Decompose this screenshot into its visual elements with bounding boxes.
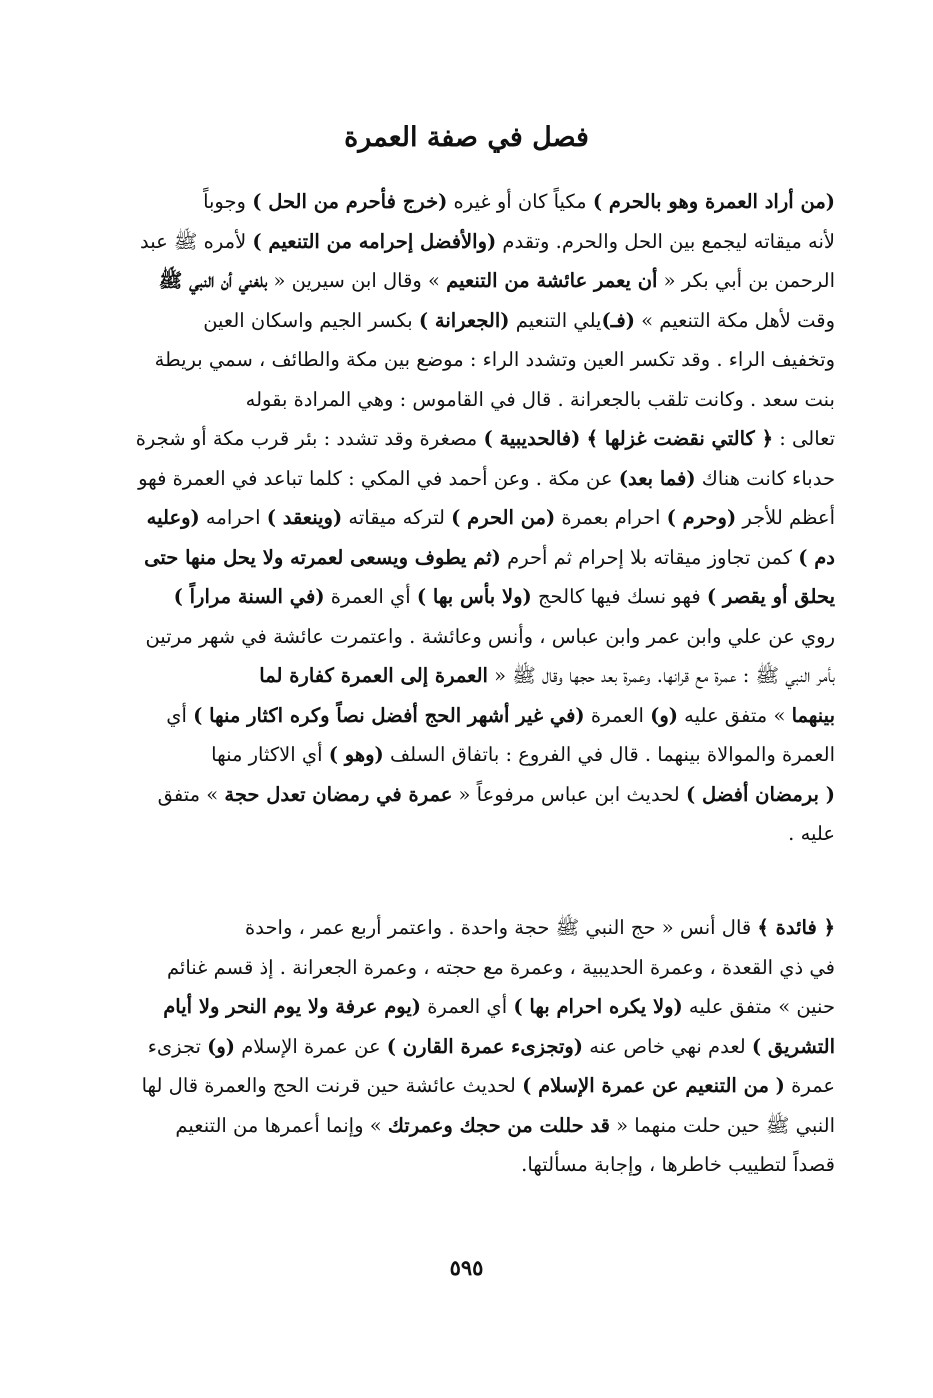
bold-segment: ﴿ فائدة ﴾ (757, 916, 835, 939)
bold-segment: بينهما (791, 703, 835, 727)
bold-segment: (وينعقد ) (266, 506, 343, 529)
bold-segment: (ولا بأس بها ) (416, 585, 532, 608)
bold-segment: ﴿ كالتي نقضت غزلها ﴾ (586, 427, 774, 450)
bold-segment: (فما بعد) (618, 466, 696, 490)
bold-segment: بلغني أن النبي ﷺ (158, 269, 268, 292)
text-line (100, 301, 835, 341)
bold-segment: يحلق أو يقصر ) (706, 585, 835, 608)
text-segment: أي العمرة (421, 995, 514, 1018)
text-line (100, 696, 835, 736)
text-segment: النبي ﷺ حين حلت منهما « (609, 1113, 835, 1137)
bold-segment: عمرة في رمضان تعدل حجة (224, 782, 453, 806)
text-segment: احرامه (199, 506, 267, 529)
bold-segment: (وهو ) (328, 743, 384, 766)
text-line (100, 735, 835, 775)
bold-segment: (وحرم ) (666, 506, 737, 529)
bold-segment: دم ) (798, 545, 835, 569)
bold-segment: (في غير أشهر الحج أفضل نصاً وكره اكثار منها ) (193, 703, 585, 727)
paragraph-main (100, 182, 835, 854)
text-segment: وجوباً (203, 190, 253, 213)
text-segment: أي العمرة (324, 585, 417, 608)
text-line (100, 380, 835, 420)
text-segment: مكياً كان أو غيره (447, 190, 593, 213)
text-line (100, 987, 835, 1027)
text-segment: عمرة (784, 1074, 835, 1097)
bold-segment: (فـ) (601, 308, 635, 332)
text-line (100, 538, 835, 578)
text-segment: لعدم نهي خاص عنه (583, 1034, 752, 1058)
text-line (100, 1145, 835, 1185)
text-segment: فهو نسك فيها كالحج (531, 585, 707, 608)
text-segment: وتخفيف الراء . وقد تكسر العين وتشدد الراء : موضع بين مكة والطائف ، سمي بريطة (154, 348, 835, 371)
text-line (100, 656, 835, 696)
text-line (100, 459, 835, 499)
bold-segment: ( من التنعيم عن عمرة الإسلام ) (522, 1074, 785, 1097)
text-segment: في ذي القعدة ، وعمرة الحديبية ، وعمرة مع حجته ، وعمرة الجعرانة . إذ قسم غنائم (166, 955, 835, 979)
text-segment: أعظم للأجر (736, 506, 835, 529)
text-segment: عن عمرة الإسلام (235, 1034, 387, 1058)
text-segment: الرحمن بن أبي بكر « (657, 269, 835, 292)
text-line (100, 1106, 835, 1146)
text-line (100, 261, 835, 301)
text-line (100, 222, 835, 262)
bold-segment: ( برمضان أفضل ) (685, 782, 835, 806)
text-segment: لحديث عائشة حين قرنت الحج والعمرة قال لها (141, 1074, 523, 1097)
text-segment: بكسر الجيم واسكان العين (203, 308, 419, 332)
text-segment: عن مكة . وعن أحمد في المكي : كلما تباعد في العمرة فهو (138, 466, 619, 490)
text-segment: قصداً لتطييب خاطرها ، وإجابة مسألتها. (521, 1153, 835, 1176)
text-segment: تجزىء (147, 1034, 208, 1058)
text-line (100, 775, 835, 815)
text-segment: لحديث ابن عباس مرفوعاً « (452, 782, 686, 806)
text-segment: مصغرة وقد تشدد : بئر قرب مكة أو شجرة (135, 427, 484, 450)
text-segment: أي الاكثار منها (211, 743, 329, 766)
bold-segment: (فالحديبية ) (483, 427, 581, 450)
text-line (100, 617, 835, 657)
text-line (100, 1027, 835, 1067)
text-segment: » وإنما أعمرها من التنعيم (175, 1113, 388, 1137)
text-segment: حدباء كانت هناك (695, 466, 835, 490)
bold-segment: (والأفضل إحرامه من التنعيم ) (252, 229, 497, 253)
text-segment: بنت سعد . وكانت تلقب بالجعرانة . قال في القاموس : وهي المرادة بقوله (245, 387, 835, 411)
bold-segment: (من الحرم ) (451, 506, 556, 529)
text-segment: وقت لأهل مكة التنعيم » (634, 308, 835, 332)
paragraph-benefit (100, 908, 835, 1185)
text-segment: » متفق (157, 782, 225, 806)
text-segment: عليه . (788, 822, 835, 845)
text-segment: لأنه ميقاته ليجمع بين الحل والحرم. وتقدم (496, 229, 835, 253)
text-line (100, 419, 835, 459)
bold-segment: (من أراد العمرة وهو بالحرم ) (592, 190, 835, 213)
bold-segment: (في السنة مراراً ) (173, 585, 325, 608)
bold-segment: (يوم عرفة ولا يوم النحر ولا أيام (163, 995, 422, 1018)
text-segment: لتركه ميقاته (342, 506, 452, 529)
text-line (100, 948, 835, 988)
text-segment: كمن تجاوز ميقاته بلا إحرام ثم أحرم (500, 545, 799, 569)
text-line (100, 1066, 835, 1106)
bold-segment: (وعليه (146, 506, 200, 529)
text-segment: العمرة والموالاة بينهما . قال في الفروع : باتفاق السلف (383, 743, 835, 766)
text-line (100, 814, 835, 854)
text-segment: قال أنس « حج النبي ﷺ حجة واحدة . واعتمر أربع عمر ، واحدة (245, 916, 758, 939)
text-segment: » متفق عليه (677, 703, 792, 727)
bold-segment: (خرج فأحرم من الحل ) (252, 190, 448, 213)
text-line (100, 577, 835, 617)
bold-segment: (و) (207, 1034, 236, 1058)
text-segment: » وقال ابن سيرين « (267, 269, 447, 292)
text-line (100, 340, 835, 380)
text-line (100, 182, 835, 222)
text-segment: بأمر النبي ﷺ : عمرة مع قرانها. وعمرة بعد حجها وقال ﷺ « (487, 664, 835, 687)
bold-segment: التشريق ) (751, 1034, 835, 1058)
bold-segment: أن يعمر عائشة من التنعيم (446, 269, 658, 292)
bold-segment: قد حللت من حجك وعمرتك (387, 1113, 610, 1137)
text-segment: حنين » متفق عليه (682, 995, 835, 1018)
text-line (100, 908, 835, 948)
bold-segment: (و) (650, 703, 678, 727)
text-segment: احرام بعمرة (555, 506, 667, 529)
page-number: ٥٩٥ (449, 1255, 484, 1280)
text-segment: أي (166, 703, 194, 727)
bold-segment: (الجعرانة ) (418, 308, 510, 332)
section-title: فصل في صفة العمرة (344, 122, 589, 153)
text-segment: تعالى : (773, 427, 835, 450)
text-line (100, 498, 835, 538)
text-segment: العمرة (584, 703, 651, 727)
bold-segment: (ثم يطوف ويسعى لعمرته ولا يحل منها حتى (144, 545, 501, 569)
bold-segment: (ولا يكره احرام بها ) (513, 995, 683, 1018)
text-segment: روي عن علي وابن عمر وابن عباس ، وأنس وعائشة . واعتمرت عائشة في شهر مرتين (145, 624, 835, 648)
text-segment: يلي التنعيم (509, 308, 602, 332)
bold-segment: (وتجزىء عمرة القارن ) (386, 1034, 584, 1058)
bold-segment: العمرة إلى العمرة كفارة لما (259, 664, 488, 687)
text-segment: لأمره ﷺ عبد (139, 229, 253, 253)
